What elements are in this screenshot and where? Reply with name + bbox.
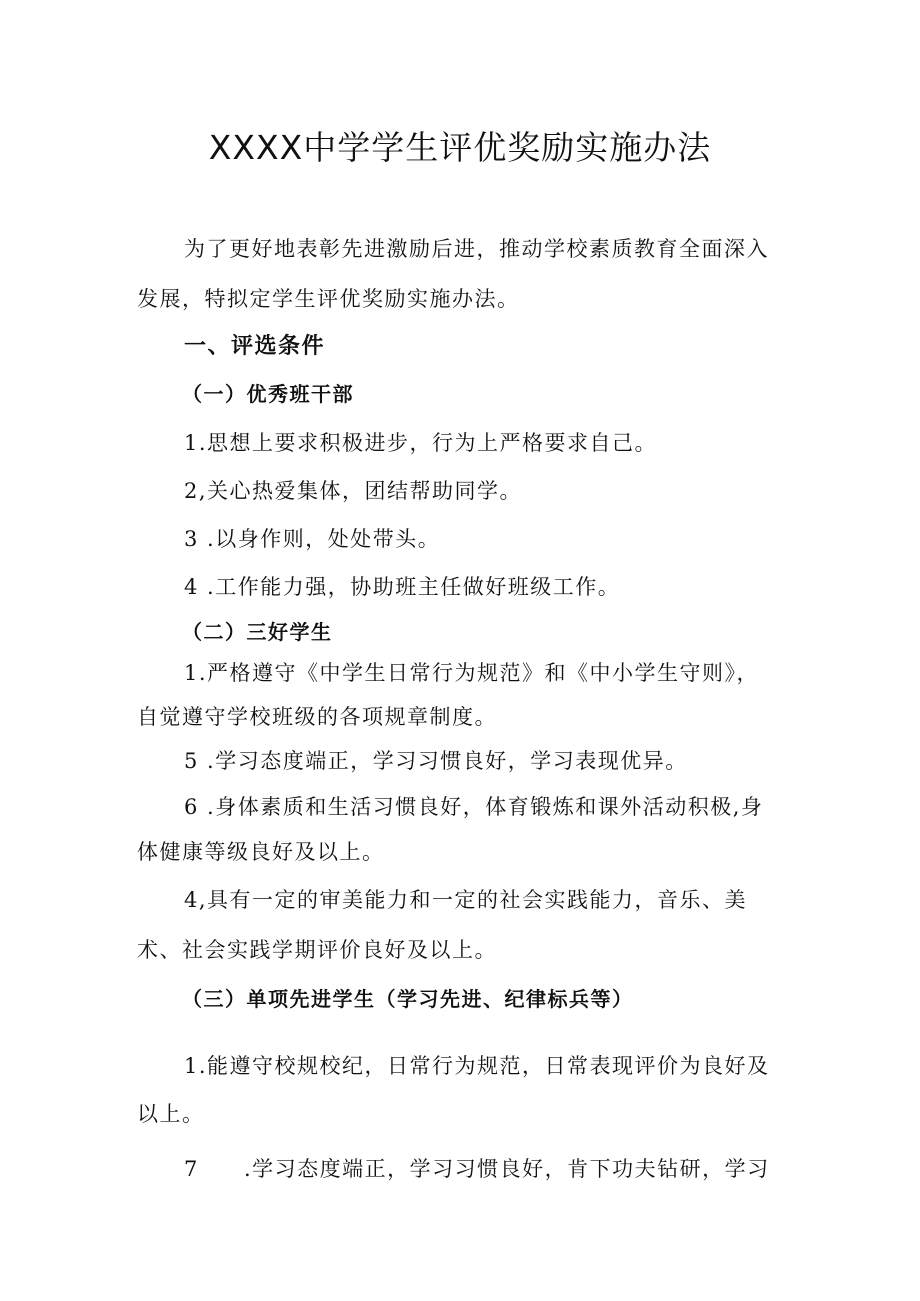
subsection-heading-single-item-advanced: （三）单项先进学生（学习先进、纪律标兵等）: [182, 987, 634, 1011]
intro-line-2: 发展，特拟定学生评优奖励实施办法。: [137, 287, 520, 311]
single-item-1-line-2: 以上。: [137, 1102, 205, 1126]
three-good-item-3-line-2: 体健康等级良好及以上。: [137, 840, 385, 864]
section-heading-criteria: 一、评选条件: [184, 334, 326, 359]
single-item-1-line-1: 1.能遵守校规校纪，日常行为规范，日常表现评价为良好及: [184, 1054, 770, 1078]
cadre-item-2: 2,关心热爱集体，团结帮助同学。: [184, 479, 523, 503]
subsection-heading-class-cadre: （一）优秀班干部: [182, 382, 354, 406]
cadre-item-1: 1.思想上要求积极进步，行为上严格要求自己。: [184, 431, 658, 455]
cadre-item-4: 4 .工作能力强，协助班主任做好班级工作。: [184, 575, 621, 599]
three-good-item-3-line-1: 6 .身体素质和生活习惯良好，体育锻炼和课外活动积极,身: [184, 795, 764, 819]
three-good-item-1-line-2: 自觉遵守学校班级的各项规章制度。: [137, 705, 497, 729]
three-good-item-1-line-1: 1.严格遵守《中学生日常行为规范》和《中小学生守则》，: [184, 661, 760, 685]
three-good-item-2: 5 .学习态度端正，学习习惯良好，学习表现优异。: [184, 749, 688, 773]
single-item-2-number: 7: [184, 1157, 199, 1181]
three-good-item-4-line-1: 4,具有一定的审美能力和一定的社会实践能力，音乐、美: [184, 888, 748, 912]
subsection-heading-three-good-students: （二）三好学生: [182, 620, 333, 644]
single-item-2-line-1: .学习态度端正，学习习惯良好，肯下功夫钻研，学习: [244, 1157, 770, 1181]
three-good-item-4-line-2: 术、社会实践学期评价良好及以上。: [137, 938, 497, 962]
document-title: XXXX中学学生评优奖励实施办法: [208, 128, 712, 167]
cadre-item-3: 3 .以身作则，处处带头。: [184, 527, 441, 551]
intro-line-1: 为了更好地表彰先进激励后进，推动学校素质教育全面深入: [184, 237, 769, 261]
